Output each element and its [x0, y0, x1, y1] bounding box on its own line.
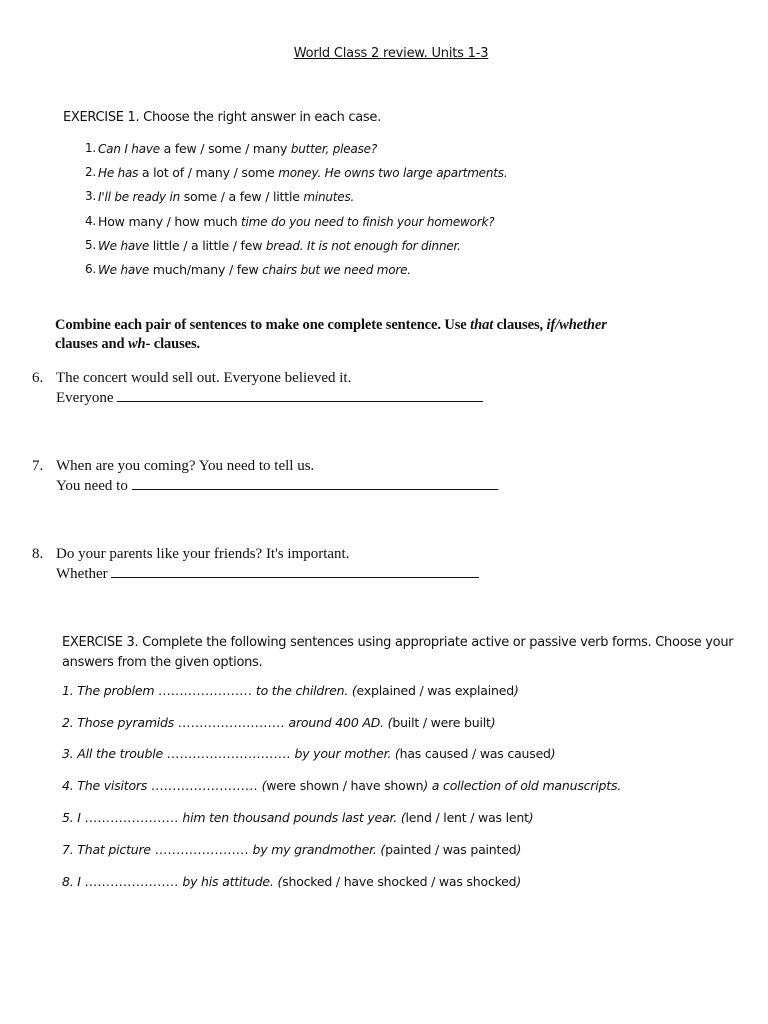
question-number: 8. — [32, 546, 44, 562]
item-text: bread. It is not enough for dinner. — [262, 239, 461, 253]
answer-options: How many / how much — [98, 214, 238, 229]
answer-options: painted / was painted — [385, 842, 517, 857]
item-text: butter, please? — [287, 142, 378, 156]
item-text: 3. All the trouble — [62, 746, 167, 761]
question-number: 6. — [32, 370, 44, 386]
exercise1-item — [74, 238, 634, 256]
exercise3-heading — [62, 633, 733, 673]
answer-starter: Whether — [56, 566, 112, 582]
exercise3-item — [62, 778, 621, 793]
exercise1-item — [74, 214, 634, 232]
item-text: ) — [516, 842, 522, 857]
answer-options: has caused / was caused — [399, 746, 551, 761]
item-text: ) — [514, 683, 519, 698]
answer-options: little / a little / few — [152, 238, 263, 253]
exercise2-question — [32, 545, 512, 585]
question-sentence: The concert would sell out. Everyone believed it. — [56, 370, 352, 386]
exercise3-item — [62, 683, 519, 698]
exercise1-item — [74, 141, 634, 159]
answer-options: much/many / few — [152, 262, 259, 277]
item-text: He has — [98, 166, 142, 180]
item-text: I'll be ready in — [98, 190, 184, 204]
exercise1-item — [74, 165, 634, 183]
heading-text: - clauses. — [145, 336, 201, 352]
question-sentence: When are you coming? You need to tell us. — [56, 458, 315, 474]
item-number: 1. — [84, 141, 96, 155]
item-text: time do you need to finish your homework? — [237, 215, 495, 229]
item-number: 5. — [84, 238, 96, 252]
item-number: 4. — [84, 214, 96, 228]
item-text: money. He owns two large apartments. — [274, 166, 508, 180]
answer-dots[interactable]: ...................... — [158, 683, 253, 698]
exercise2-question — [32, 369, 512, 409]
item-text: him ten thousand pounds last year. ( — [178, 810, 406, 825]
item-text: We have — [98, 239, 153, 253]
heading-text: Combine each pair of sentences to make one complete sentence. Use — [55, 317, 471, 333]
heading-emphasis: if/whether — [546, 317, 607, 333]
exercise2-question — [32, 457, 512, 497]
item-text: minutes. — [299, 190, 355, 204]
item-text: around 400 AD. ( — [284, 715, 393, 730]
exercise3-item — [62, 715, 495, 730]
heading-text: EXERCISE 3. Complete the following sentences using appropriate active or passive verb forms. Choose your — [62, 635, 734, 650]
answer-dots[interactable]: ......................... — [177, 715, 285, 730]
exercise1-item — [74, 262, 634, 280]
answer-starter: You need to — [56, 478, 132, 494]
item-text: ( — [257, 778, 267, 793]
item-text: We have — [98, 263, 153, 277]
answer-options: built / were built — [392, 715, 491, 730]
item-text: by my grandmother. ( — [248, 842, 386, 857]
answer-options: lend / lent / was lent — [405, 810, 529, 825]
item-text: 1. The problem — [62, 683, 159, 698]
answer-blank[interactable] — [117, 387, 483, 402]
question-number: 7. — [32, 458, 44, 474]
answer-options: shocked / have shocked / was shocked — [282, 874, 517, 889]
item-text: chairs but we need more. — [258, 263, 411, 277]
item-text: Can I have — [98, 142, 164, 156]
answer-options: were shown / have shown — [266, 778, 424, 793]
answer-dots[interactable]: ...................... — [154, 842, 249, 857]
item-number: 2. — [84, 165, 96, 179]
question-sentence: Do your parents like your friends? It's important. — [56, 546, 350, 562]
exercise3-item — [62, 810, 533, 825]
item-text: ) — [490, 715, 496, 730]
exercise3-item — [62, 746, 555, 761]
answer-blank[interactable] — [132, 475, 498, 490]
item-number: 3. — [84, 189, 96, 203]
item-text: ) — [550, 746, 556, 761]
exercise1-item — [74, 189, 634, 207]
item-text: to the children. ( — [252, 683, 357, 698]
item-text: 2. Those pyramids — [62, 715, 178, 730]
document-title: World Class 2 review. Units 1-3 — [293, 46, 489, 61]
heading-emphasis: that — [470, 317, 494, 333]
item-text: 5. I — [62, 810, 85, 825]
item-text: 7. That picture — [62, 842, 155, 857]
answer-options: explained / was explained — [356, 683, 514, 698]
item-text: ) — [528, 810, 534, 825]
exercise2-heading — [55, 316, 607, 354]
heading-emphasis: wh — [127, 336, 146, 352]
answer-dots[interactable]: ......................... — [150, 778, 258, 793]
answer-starter: Everyone — [56, 390, 118, 406]
answer-dots[interactable]: ...................... — [84, 810, 179, 825]
answer-dots[interactable]: ...................... — [84, 874, 179, 889]
heading-text: answers from the given options. — [62, 655, 263, 670]
exercise3-item — [62, 842, 521, 857]
item-number: 6. — [84, 262, 96, 276]
item-text: ) a collection of old manuscripts. — [423, 778, 622, 793]
answer-blank[interactable] — [111, 563, 479, 578]
item-text: 4. The visitors — [62, 778, 151, 793]
exercise3-item — [62, 874, 521, 889]
answer-options: a lot of / many / some — [141, 165, 275, 180]
heading-text: clauses and — [55, 336, 128, 352]
answer-options: a few / some / many — [163, 141, 288, 156]
item-text: by his attitude. ( — [178, 874, 283, 889]
item-text: 8. I — [62, 874, 85, 889]
exercise1-heading: EXERCISE 1. Choose the right answer in each case. — [63, 110, 381, 125]
heading-text: clauses, — [493, 317, 547, 333]
item-text: by your mother. ( — [290, 746, 400, 761]
answer-options: some / a few / little — [183, 189, 300, 204]
item-text: ) — [516, 874, 522, 889]
answer-dots[interactable]: ............................. — [166, 746, 291, 761]
